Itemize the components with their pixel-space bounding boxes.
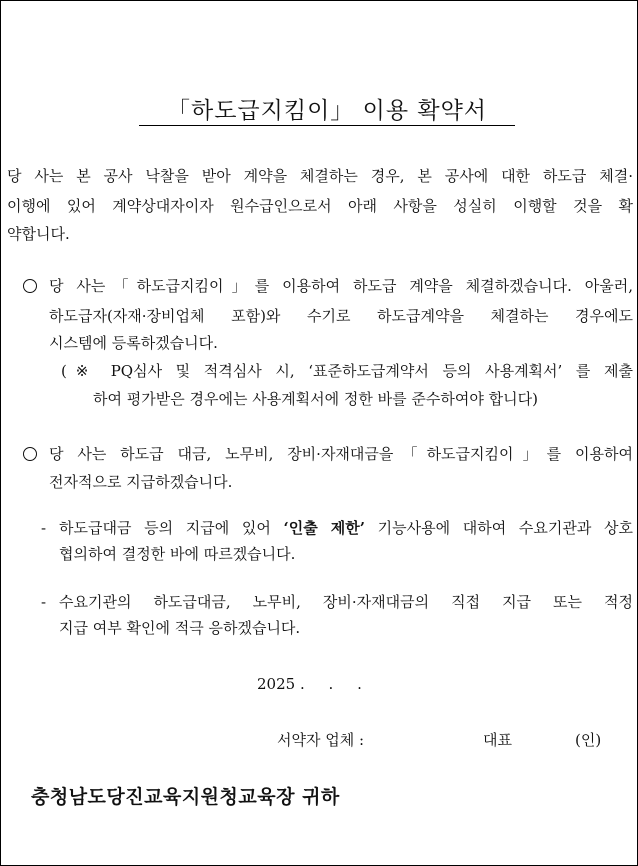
item1-line-3: 시스템에 등록하겠습니다. xyxy=(49,334,218,352)
sub2-dash: - xyxy=(41,593,47,611)
sub1-line-1-bold: ‘인출 제한’ xyxy=(283,519,366,537)
item1-note-line-1: (※ PQ심사 및 적격심사 시, ‘표준하도급계약서 등의 사용계획서’ 를 제출 xyxy=(61,362,633,380)
item1-note-line-2: 하여 평가받은 경우에는 사용계획서에 정한 바를 준수하여야 합니다) xyxy=(93,390,538,408)
item1-line-1: 당 사는「하도급지킴이」를 이용하여 하도급 계약을 체결하겠습니다. 아울러, xyxy=(49,277,633,295)
intro-line-2: 이행에 있어 계약상대자이자 원수급인으로서 아래 사항을 성실히 이행할 것을 확 xyxy=(7,197,633,215)
sub2-line-1: 수요기관의 하도급대금, 노무비, 장비·자재대금의 직접 지급 또는 적정 xyxy=(59,593,633,611)
date-line: 2025 . . . xyxy=(257,675,362,693)
bullet-circle-icon xyxy=(23,279,37,293)
bullet-circle-icon xyxy=(23,447,37,461)
recipient-line: 충청남도당진교육지원청교육장 귀하 xyxy=(31,786,340,808)
item2-line-1: 당 사는 하도급 대금, 노무비, 장비·자재대금을「하도급지킴이」를 이용하여 xyxy=(49,445,633,463)
sub1-dash: - xyxy=(41,519,47,537)
representative-label: 대표 xyxy=(483,731,512,749)
seal-label: (인) xyxy=(575,731,602,749)
sub1-line-1-text-a: 하도급대금 등의 지급에 있어 xyxy=(59,519,284,537)
signature-label: 서약자 업체 : xyxy=(277,731,365,749)
sub1-line-2: 협의하여 결정한 바에 따르겠습니다. xyxy=(59,545,296,563)
sub1-line-1-text-b: 기능사용에 대하여 수요기관과 상호 xyxy=(365,519,633,537)
sub2-line-2: 지급 여부 확인에 적극 응하겠습니다. xyxy=(59,619,301,637)
intro-line-1: 당 사는 본 공사 낙찰을 받아 계약을 체결하는 경우, 본 공사에 대한 하도급 체결· xyxy=(7,167,633,185)
document-title: 「하도급지킴이」 이용 확약서 xyxy=(139,97,515,126)
item2-line-2: 전자적으로 지급하겠습니다. xyxy=(49,473,233,491)
sub1-line-1 xyxy=(59,518,633,538)
item1-line-2: 하도급자(자재·장비업체 포함)와 수기로 하도급계약을 체결하는 경우에도 xyxy=(49,307,633,325)
intro-line-3: 약합니다. xyxy=(7,225,70,243)
